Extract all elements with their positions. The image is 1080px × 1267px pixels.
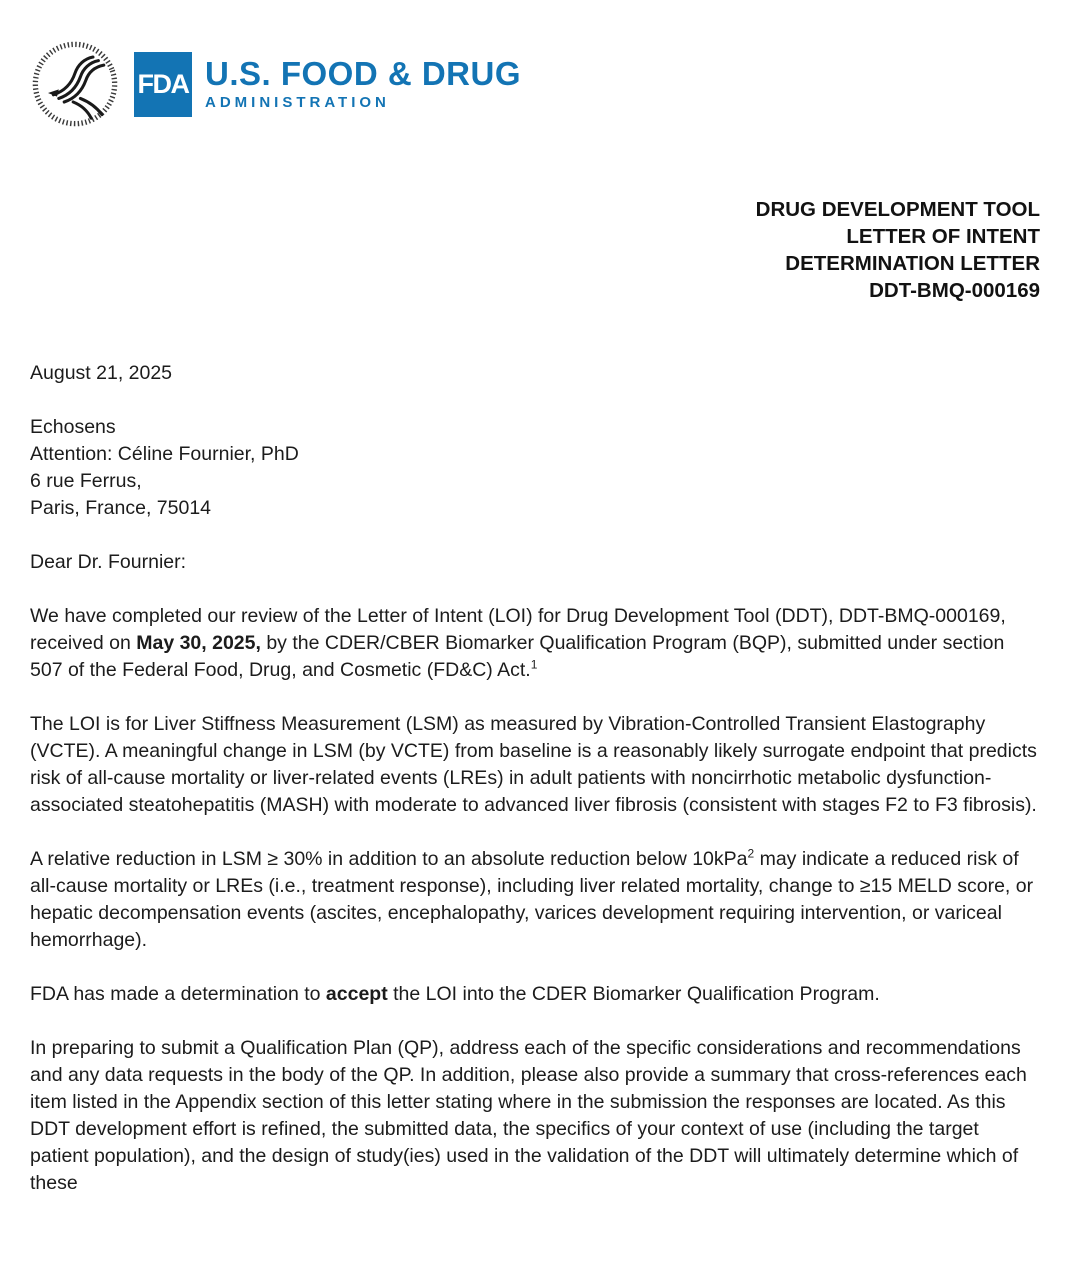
- text-line: DDT-BMQ-000169: [869, 279, 1040, 302]
- salutation: Dear Dr. Fournier:: [30, 551, 187, 573]
- fda-wordmark-line1: U.S. FOOD & DRUG: [205, 54, 522, 92]
- text-line: Attention: Céline Fournier, PhD: [30, 443, 299, 465]
- letter-paragraph: The LOI is for Liver Stiffness Measurement (LSM) as measured by Vibration-Controlled Transient Elastography (VCTE). A meaningful change in LSM (by VCTE) from baseline is a reasonably likely surrogate endpoint that predicts risk of all-cause mortality or liver-related events (LREs) in adult patients with noncirrhotic metabolic dysfunction-associated steatohepatitis (MASH) with moderate to advanced liver fibrosis (consistent with stages F2 to F3 fibrosis).: [30, 713, 1037, 816]
- fda-logo-lockup: [134, 52, 521, 117]
- text-line: Echosens: [30, 416, 116, 438]
- fda-wordmark-line2: ADMINISTRATION: [205, 94, 390, 112]
- fda-logo-icon: FDA: [134, 52, 192, 117]
- text-line: DETERMINATION LETTER: [785, 252, 1040, 275]
- document-title-block: [30, 196, 1042, 304]
- hhs-eagle-seal-icon: [30, 39, 120, 129]
- text-line: DRUG DEVELOPMENT TOOL: [755, 198, 1040, 221]
- letter-paragraph: A relative reduction in LSM ≥ 30% in addition to an absolute reduction below 10kPa$^2$ may indicate a reduced risk of all-cause mortality or LREs (i.e., treatment response), including liver related mortality, change to ≥15 MELD score, or hepatic decompensation events (ascites, encephalopathy, varices development requiring intervention, or variceal hemorrhage).: [30, 846, 1034, 951]
- recipient-address: [30, 414, 1042, 522]
- letter-date: August 21, 2025: [30, 362, 173, 384]
- fda-wordmark: [205, 54, 522, 112]
- letter-paragraph: In preparing to submit a Qualification Plan (QP), address each of the specific considerations and recommendations and any data requests in the body of the QP. In addition, please also provide a summary that cross-references each item listed in the Appendix section of this letter stating where in the submission the responses are located. As this DDT development effort is refined, the submitted data, the specifics of your context of use (including the target patient population), and the design of study(ies) used in the validation of the DDT will ultimately determine which of these: [30, 1037, 1027, 1194]
- fda-letterhead: [30, 38, 1042, 130]
- text-line: LETTER OF INTENT: [846, 225, 1040, 248]
- letter-paragraph: FDA has made a determination to accept the LOI into the CDER Biomarker Qualification Program.: [30, 983, 880, 1005]
- letter-content: [30, 360, 1042, 1197]
- letter-paragraph: We have completed our review of the Letter of Intent (LOI) for Drug Development Tool (DDT), DDT-BMQ-000169, received on May 30, 2025, by the CDER/CBER Biomarker Qualification Program (BQP), submitted under section 507 of the Federal Food, Drug, and Cosmetic (FD&C) Act.$^1$: [30, 605, 1006, 681]
- text-line: Paris, France, 75014: [30, 497, 212, 519]
- text-line: 6 rue Ferrus,: [30, 470, 142, 492]
- letter-body: [30, 603, 1042, 1197]
